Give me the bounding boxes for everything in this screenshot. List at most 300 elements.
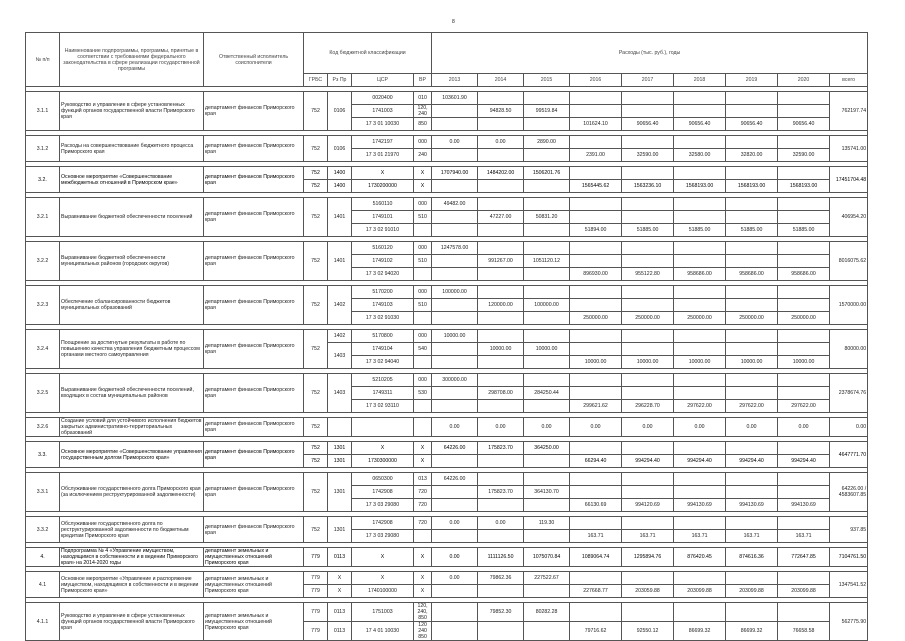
rzpr-code: X — [328, 572, 352, 585]
vr-code: 000 — [414, 198, 432, 211]
grbs-code: 779 — [304, 585, 328, 598]
expense-value: 0.00 — [524, 418, 570, 437]
expense-value: 86699.32 — [726, 622, 778, 641]
expense-value — [726, 387, 778, 400]
expense-value — [674, 486, 726, 499]
csr-code: 1740100000 — [352, 585, 414, 598]
expense-value — [570, 167, 622, 180]
expense-value: 119.30 — [524, 517, 570, 530]
vr-code: X — [414, 585, 432, 598]
expense-value — [726, 473, 778, 486]
expense-value: 994130.69 — [778, 499, 830, 512]
row-total: 1570000.00 — [830, 286, 868, 325]
expense-value — [622, 92, 674, 105]
expense-value: 298708.00 — [478, 387, 524, 400]
row-name: Создание условий для устойчивого исполнения бюджетов закрытых административно-территориальных образований — [61, 418, 202, 436]
expense-value — [726, 572, 778, 585]
expense-value: 1568193.00 — [778, 180, 830, 193]
row-name: Обеспечение сбалансированности бюджетов муниципальных образований — [60, 286, 204, 325]
expense-value — [778, 486, 830, 499]
vr-code: 240 — [414, 149, 432, 162]
vr-code: 720 — [414, 499, 432, 512]
expense-value — [622, 198, 674, 211]
vr-code — [414, 400, 432, 413]
csr-code: 1751003 — [352, 603, 414, 622]
vr-code: 120 240 850 — [414, 622, 432, 641]
row-total: 0.00 — [830, 418, 868, 437]
expense-value — [726, 167, 778, 180]
row-name: Обслуживание государственного долга Приморского края (за исключением реструктурированной задолженности) — [60, 473, 204, 512]
expense-value — [674, 242, 726, 255]
expense-value: 0.00 — [674, 418, 726, 437]
expense-value — [524, 118, 570, 131]
expense-value — [622, 105, 674, 118]
expense-value — [726, 242, 778, 255]
expense-value — [478, 149, 524, 162]
expense-value — [674, 167, 726, 180]
vr-code — [414, 312, 432, 325]
expense-value — [524, 224, 570, 237]
row-number: 3.2.4 — [26, 330, 60, 369]
csr-code: X — [352, 548, 414, 567]
row-name: Обслуживание государственного долга по реструктурированной задолженности по бюджетным кредитам Приморского края — [60, 517, 204, 543]
grbs-code: 752 — [304, 517, 328, 543]
header-expenses: Расходы (тыс. руб.), годы — [432, 33, 868, 74]
expense-value: 994294.40 — [674, 455, 726, 468]
csr-code: 17 3 01 21970 — [352, 149, 414, 162]
expense-value: 284250.44 — [524, 387, 570, 400]
csr-code: X — [352, 572, 414, 585]
row-responsible: департамент финансов Приморского края — [204, 198, 304, 237]
header-vr: ВР — [414, 74, 432, 87]
expense-value — [674, 255, 726, 268]
expense-value: 51885.00 — [622, 224, 674, 237]
csr-code: X — [352, 167, 414, 180]
grbs-code: 752 — [304, 473, 328, 512]
vr-code: 510 — [414, 299, 432, 312]
vr-code: X — [414, 442, 432, 455]
expense-value — [570, 211, 622, 224]
vr-code — [414, 268, 432, 281]
expense-value — [524, 530, 570, 543]
csr-code: 1730200000 — [352, 180, 414, 193]
row-total: 7104761.50 — [830, 548, 868, 567]
expense-value: 32580.00 — [674, 149, 726, 162]
expense-value — [570, 286, 622, 299]
expense-value — [478, 473, 524, 486]
expense-value — [778, 473, 830, 486]
rzpr-code: 1403 — [328, 374, 352, 413]
vr-code: X — [414, 167, 432, 180]
expense-value — [432, 180, 478, 193]
expense-value — [778, 387, 830, 400]
expense-value — [622, 572, 674, 585]
expense-value: 991267.00 — [478, 255, 524, 268]
expense-value: 175823.70 — [478, 486, 524, 499]
expense-value — [674, 517, 726, 530]
expense-value — [674, 473, 726, 486]
header-year: 2014 — [478, 74, 524, 87]
expense-value — [524, 374, 570, 387]
expense-value — [674, 286, 726, 299]
expense-value — [778, 299, 830, 312]
expense-value — [778, 343, 830, 356]
rzpr-code: 0106 — [328, 136, 352, 162]
expense-value: 90656.40 — [674, 118, 726, 131]
expense-value — [524, 180, 570, 193]
csr-code: 1749103 — [352, 299, 414, 312]
expense-value — [570, 343, 622, 356]
rzpr-code: 1400 — [328, 167, 352, 180]
row-name: Выравнивание бюджетной обеспеченности поселений — [60, 198, 204, 237]
expense-value — [570, 603, 622, 622]
expense-value: 64226.00 — [432, 442, 478, 455]
expense-value — [570, 517, 622, 530]
expense-value — [778, 255, 830, 268]
expense-value: 0.00 — [432, 572, 478, 585]
expense-value: 163.71 — [570, 530, 622, 543]
row-number: 3.2.5 — [26, 374, 60, 413]
expense-value: 0.00 — [478, 517, 524, 530]
expense-value — [778, 198, 830, 211]
expense-value — [622, 286, 674, 299]
csr-code: 1749102 — [352, 255, 414, 268]
grbs-code: 779 — [304, 548, 328, 567]
table-row — [26, 442, 868, 455]
expense-value — [432, 343, 478, 356]
vr-code: 120, 240, 850 — [414, 603, 432, 622]
expense-value — [570, 486, 622, 499]
row-name: Основное мероприятие «Управление и распоряжение имуществом, находящимся в собственности и в ведении Приморского края» — [60, 572, 204, 598]
expense-value — [432, 149, 478, 162]
row-total: 17451704.48 — [830, 167, 868, 193]
row-responsible: департамент земельных и имущественных отношений Приморского края — [204, 548, 304, 567]
vr-code: 510 — [414, 255, 432, 268]
expense-value — [778, 105, 830, 118]
row-responsible: департамент финансов Приморского края — [204, 92, 304, 131]
expense-value: 227668.77 — [570, 585, 622, 598]
csr-code: 5170200 — [352, 286, 414, 299]
expense-value — [432, 400, 478, 413]
vr-code: 530 — [414, 387, 432, 400]
row-number: 4.1.1 — [26, 603, 60, 641]
expense-value — [478, 180, 524, 193]
csr-code: 17 3 02 91030 — [352, 312, 414, 325]
expense-value — [674, 374, 726, 387]
expense-value: 92550.12 — [622, 622, 674, 641]
expense-value: 994294.40 — [778, 455, 830, 468]
row-number: 3.2.2 — [26, 242, 60, 281]
expense-value — [622, 387, 674, 400]
expense-value: 90656.40 — [726, 118, 778, 131]
expense-value: 958686.00 — [674, 268, 726, 281]
expense-value — [726, 136, 778, 149]
expense-value — [778, 242, 830, 255]
header-name: Наименование подпрограммы, программы, принятые в соответствии с требованиями федерального законодательства в сфере реализации государственной программы — [60, 33, 204, 87]
table-row — [26, 330, 868, 343]
expense-value — [726, 486, 778, 499]
expense-value — [778, 167, 830, 180]
csr-code: 17 3 02 91010 — [352, 224, 414, 237]
expense-value — [778, 517, 830, 530]
expense-value — [524, 455, 570, 468]
expense-value: 10000.00 — [570, 356, 622, 369]
expense-value — [622, 167, 674, 180]
csr-code: 1741003 — [352, 105, 414, 118]
expense-value — [778, 136, 830, 149]
table-row — [26, 198, 868, 211]
expense-value — [478, 268, 524, 281]
expense-value — [674, 442, 726, 455]
expense-value — [524, 92, 570, 105]
expense-value: 32590.00 — [622, 149, 674, 162]
expense-value — [726, 343, 778, 356]
rzpr-code: 1400 — [328, 180, 352, 193]
expense-value — [674, 198, 726, 211]
expense-value: 66130.69 — [570, 499, 622, 512]
table-row — [26, 167, 868, 180]
expense-value — [570, 374, 622, 387]
expense-value — [432, 255, 478, 268]
expense-value — [726, 330, 778, 343]
vr-code — [414, 356, 432, 369]
csr-code: 17 3 01 10030 — [352, 118, 414, 131]
grbs-code: 752 — [304, 286, 328, 325]
expense-value — [478, 242, 524, 255]
expense-value — [478, 118, 524, 131]
expense-value: 0.00 — [432, 136, 478, 149]
csr-code: 1742197 — [352, 136, 414, 149]
expense-value — [524, 268, 570, 281]
expense-value: 90656.40 — [622, 118, 674, 131]
expense-value — [478, 92, 524, 105]
rzpr-code: 1301 — [328, 517, 352, 543]
row-responsible: департамент финансов Приморского края — [204, 167, 304, 193]
rzpr-code: 1401 — [328, 198, 352, 237]
row-name: Руководство и управление в сфере установленных функций органов государственной власти Приморского края — [60, 603, 204, 641]
expense-value: 297622.00 — [726, 400, 778, 413]
grbs-code: 752 — [304, 374, 328, 413]
expense-value: 364250.00 — [524, 442, 570, 455]
vr-code: 000 — [414, 136, 432, 149]
expense-value — [778, 92, 830, 105]
expense-value — [478, 286, 524, 299]
expense-value — [432, 312, 478, 325]
table-row — [26, 473, 868, 486]
row-name: Подпрограмма № 4 «Управление имуществом, находящимся в собственности и в ведении Приморского края» на 2014-2020 годы — [60, 548, 204, 567]
row-number: 3.2.1 — [26, 198, 60, 237]
csr-code: 17 3 02 94040 — [352, 356, 414, 369]
expense-value — [432, 486, 478, 499]
expense-value: 79716.62 — [570, 622, 622, 641]
rzpr-code: 0106 — [328, 92, 352, 131]
csr-code: X — [352, 442, 414, 455]
expense-value — [432, 622, 478, 641]
expense-value: 99519.84 — [524, 105, 570, 118]
expense-value — [478, 455, 524, 468]
expense-value — [570, 330, 622, 343]
expense-value: 120000.00 — [478, 299, 524, 312]
expense-value — [524, 400, 570, 413]
expense-value — [570, 92, 622, 105]
expense-value — [478, 585, 524, 598]
grbs-code: 752 — [304, 167, 328, 180]
expense-value: 958686.00 — [726, 268, 778, 281]
expense-value — [478, 499, 524, 512]
vr-code: 000 — [414, 286, 432, 299]
expense-value — [622, 242, 674, 255]
expense-value: 896930.00 — [570, 268, 622, 281]
row-responsible: департамент финансов Приморского края — [204, 286, 304, 325]
row-name: Основное мероприятие «Совершенствование управления государственным долгом Приморского края» — [60, 442, 204, 468]
expense-value — [622, 330, 674, 343]
expense-value — [524, 286, 570, 299]
expense-value: 297622.00 — [778, 400, 830, 413]
rzpr-code: 0113 — [328, 603, 352, 622]
row-number: 4. — [26, 548, 60, 567]
csr-code: 1749311 — [352, 387, 414, 400]
expense-value: 0.00 — [726, 418, 778, 437]
expense-value: 994130.69 — [726, 499, 778, 512]
table-row — [26, 242, 868, 255]
rzpr-code: 1301 — [328, 442, 352, 455]
expense-value — [524, 330, 570, 343]
expense-value: 1089064.74 — [570, 548, 622, 567]
row-total: 937.85 — [830, 517, 868, 543]
expense-value: 203099.88 — [726, 585, 778, 598]
header-responsible: Ответственный исполнитель соисполнители — [204, 33, 304, 87]
expense-value: 250000.00 — [778, 312, 830, 325]
header-year: 2016 — [570, 74, 622, 87]
header-year: 2019 — [726, 74, 778, 87]
expense-value — [622, 343, 674, 356]
vr-code: X — [414, 180, 432, 193]
expense-value — [570, 473, 622, 486]
expense-value: 994294.40 — [622, 455, 674, 468]
expense-value: 0.00 — [778, 418, 830, 437]
csr-code — [352, 418, 414, 437]
csr-code: 1742908 — [352, 486, 414, 499]
header-rzpr: Рз Пр — [328, 74, 352, 87]
expense-value: 1568193.00 — [674, 180, 726, 193]
expense-value: 163.71 — [726, 530, 778, 543]
expense-value: 1484202.00 — [478, 167, 524, 180]
expense-value: 86699.32 — [674, 622, 726, 641]
row-responsible: департамент земельных и имущественных отношений Приморского края — [204, 603, 304, 641]
expense-value: 49482.00 — [432, 198, 478, 211]
rzpr-code: 1301 — [328, 455, 352, 468]
expense-value — [432, 268, 478, 281]
expense-value: 76658.58 — [778, 622, 830, 641]
expense-value — [570, 387, 622, 400]
expense-value: 296228.70 — [622, 400, 674, 413]
expense-value — [570, 105, 622, 118]
expense-value: 10000.00 — [524, 343, 570, 356]
expense-value: 175823.70 — [478, 442, 524, 455]
row-number: 3.2.3 — [26, 286, 60, 325]
row-name: Основное мероприятие «Совершенствование межбюджетных отношений в Приморском крае» — [60, 167, 204, 193]
expense-value: 51885.00 — [674, 224, 726, 237]
expense-value — [478, 312, 524, 325]
row-name: Руководство и управление в сфере установленных функций органов государственной власти Приморского края — [60, 92, 204, 131]
row-responsible: департамент финансов Приморского края — [204, 330, 304, 369]
csr-code: 5210205 — [352, 374, 414, 387]
row-number: 4.1 — [26, 572, 60, 598]
expense-value: 203059.88 — [622, 585, 674, 598]
expense-value: 163.71 — [622, 530, 674, 543]
row-number: 3.2.6 — [26, 418, 60, 437]
expense-value — [524, 312, 570, 325]
vr-code: 013 — [414, 473, 432, 486]
expense-value — [726, 211, 778, 224]
row-responsible: департамент финансов Приморского края — [204, 442, 304, 468]
expense-value: 2391.00 — [570, 149, 622, 162]
csr-code: 0650300 — [352, 473, 414, 486]
vr-code: 850 — [414, 118, 432, 131]
expense-value — [674, 105, 726, 118]
expense-value — [726, 198, 778, 211]
expense-value: 0.00 — [432, 517, 478, 530]
csr-code: 5170800 — [352, 330, 414, 343]
csr-code: 5160120 — [352, 242, 414, 255]
expense-value: 66294.40 — [570, 455, 622, 468]
row-total: 80000.00 — [830, 330, 868, 369]
header-total: всего — [830, 74, 868, 87]
expense-value — [432, 299, 478, 312]
grbs-code: 752 — [304, 418, 328, 437]
expense-value — [622, 255, 674, 268]
expense-value — [674, 572, 726, 585]
header-year: 2013 — [432, 74, 478, 87]
header-year: 2017 — [622, 74, 674, 87]
expense-value — [778, 330, 830, 343]
expense-value: 10000.00 — [778, 356, 830, 369]
expense-value — [726, 286, 778, 299]
rzpr-code: 1403 — [328, 343, 352, 369]
expense-value: 994130.69 — [674, 499, 726, 512]
vr-code: 720 — [414, 486, 432, 499]
expense-value: 10000.00 — [478, 343, 524, 356]
row-number: 3.3. — [26, 442, 60, 468]
expense-value — [570, 299, 622, 312]
expense-value — [478, 356, 524, 369]
expense-value: 994120.69 — [622, 499, 674, 512]
row-total: 2378674.76 — [830, 374, 868, 413]
expense-value: 994294.40 — [726, 455, 778, 468]
expense-value: 90656.40 — [778, 118, 830, 131]
row-responsible: департамент земельных и имущественных отношений Приморского края — [204, 572, 304, 598]
expense-value: 64226.00 — [432, 473, 478, 486]
expense-value: 51885.00 — [778, 224, 830, 237]
expense-value — [622, 473, 674, 486]
header-num: № п/п — [26, 33, 60, 87]
budget-table — [25, 32, 868, 641]
expense-value — [778, 211, 830, 224]
vr-code: 540 — [414, 343, 432, 356]
grbs-code: 752 — [304, 198, 328, 237]
expense-value — [674, 343, 726, 356]
expense-value: 203099.88 — [674, 585, 726, 598]
csr-code: 5160110 — [352, 198, 414, 211]
expense-value: 1295894.76 — [622, 548, 674, 567]
expense-value — [570, 198, 622, 211]
expense-value: 163.71 — [674, 530, 726, 543]
expense-value — [570, 242, 622, 255]
expense-value — [432, 118, 478, 131]
row-number: 3.1.1 — [26, 92, 60, 131]
expense-value — [622, 603, 674, 622]
vr-code: 000 — [414, 242, 432, 255]
